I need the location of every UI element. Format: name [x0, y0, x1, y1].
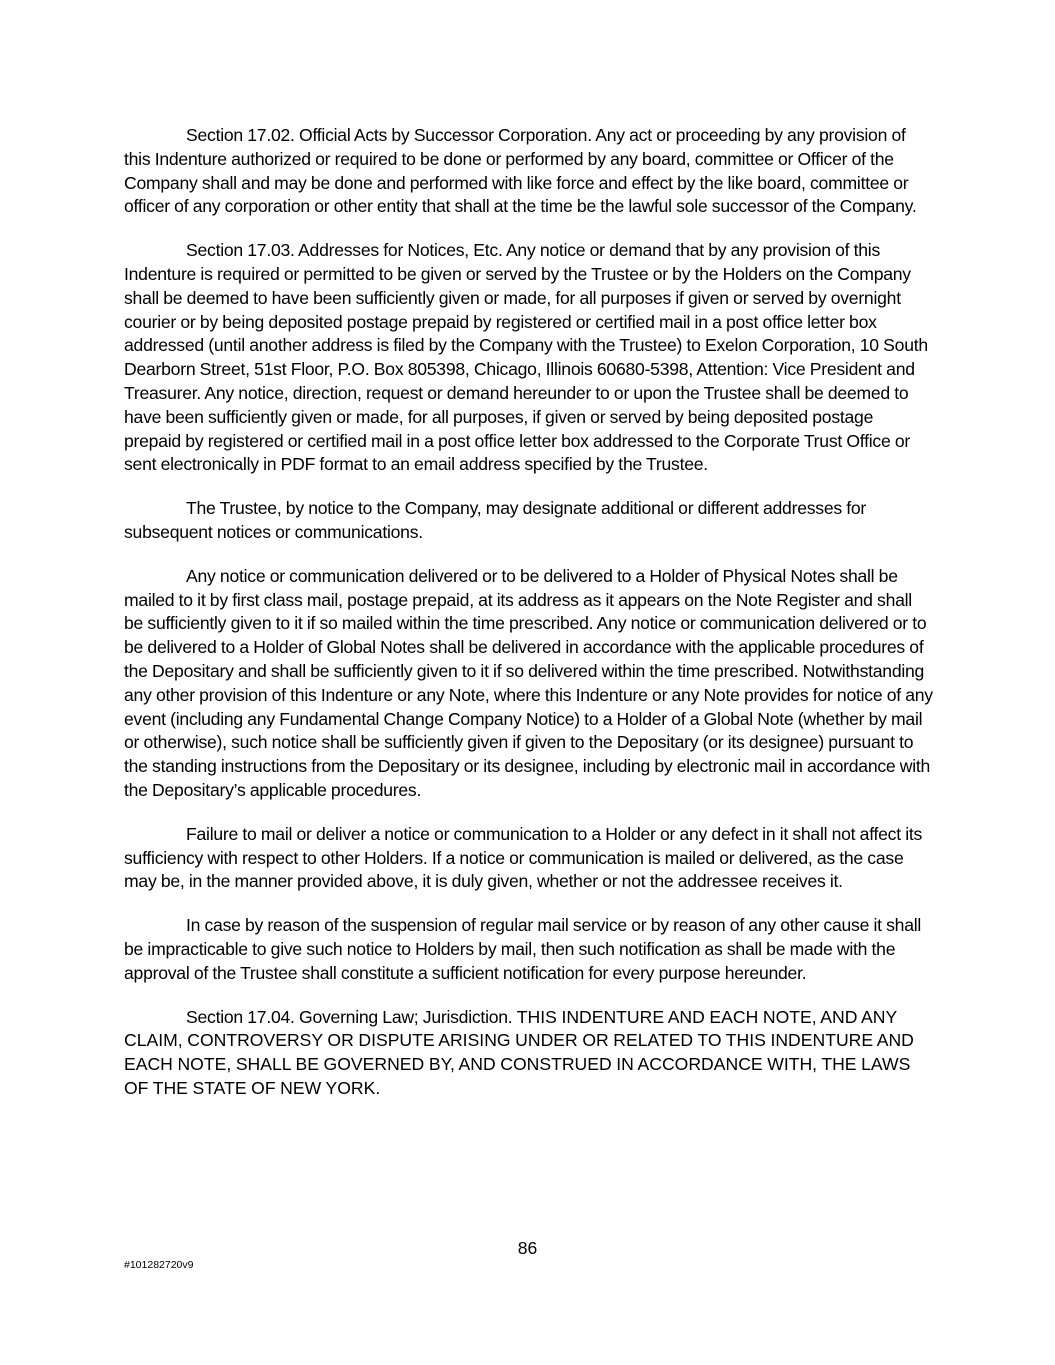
- governing-law-caps-text: THIS INDENTURE AND EACH NOTE, AND ANY CLAIM, CONTROVERSY OR DISPUTE ARISING UNDER OR RELATED TO THIS INDENTURE AND EACH NOTE, SHALL BE GOVERNED BY, AND CONSTRUED IN ACCORDANCE WITH, THE LAWS OF THE STATE OF NEW YORK.: [124, 1006, 914, 1098]
- failure-to-mail-paragraph: Failure to mail or deliver a notice or communication to a Holder or any defect in it shall not affect its sufficiency with respect to other Holders. If a notice or communication is mailed or delivered, as the case may be, in the manner provided above, it is duly given, whether or not the addressee receives it.: [124, 823, 923, 892]
- holder-notice-paragraph: Any notice or communication delivered or to be delivered to a Holder of Physical Notes shall be mailed to it by first class mail, postage prepaid, at its address as it appears on the Note Register and shall be sufficiently given to it if so mailed within the time prescribed. Any notice or communication delivered or to be delivered to a Holder of Global Notes shall be delivered in accordance with the applicable procedures of the Depositary and shall be sufficiently given to it if so delivered within the time prescribed. Notwithstanding any other provision of this Indenture or any Note, where this Indenture or any Note provides for notice of any event (including any Fundamental Change Company Notice) to a Holder of a Global Note (whether by mail or otherwise), such notice shall be sufficiently given if given to the Depositary (or its designee) pursuant to the standing instructions from the Depositary or its designee, including by electronic mail in accordance with the Depositary’s applicable procedures.: [124, 565, 933, 800]
- section-17-02-paragraph: Section 17.02. Official Acts by Successor Corporation. Any act or proceeding by any provision of this Indenture authorized or required to be done or performed by any board, committee or Officer of the Company shall and may be done and performed with like force and effect by the like board, committee or officer of any corporation or other entity that shall at the time be the lawful sole successor of the Company.: [124, 125, 917, 217]
- section-17-04-paragraph: [124, 1006, 934, 1101]
- document-body: [124, 124, 934, 1121]
- mail-suspension-paragraph: In case by reason of the suspension of regular mail service or by reason of any other cause it shall be impracticable to give such notice to Holders by mail, then such notification as shall be made with the approval of the Trustee shall constitute a sufficient notification for every purpose hereunder.: [124, 915, 922, 983]
- section-17-03-paragraph: Section 17.03. Addresses for Notices, Etc. Any notice or demand that by any provision of this Indenture is required or permitted to be given or served by the Trustee or by the Holders on the Company shall be deemed to have been sufficiently given or made, for all purposes if given or served by overnight courier or by being deposited postage prepaid by registered or certified mail in a post office letter box addressed (until another address is filed by the Company with the Trustee) to Exelon Corporation, 10 South Dearborn Street, 51st Floor, P.O. Box 805398, Chicago, Illinois 60680-5398, Attention: Vice President and Treasurer. Any notice, direction, request or demand hereunder to or upon the Trustee shall be deemed to have been sufficiently given or made, for all purposes, if given or served by being deposited postage prepaid by registered or certified mail in a post office letter box addressed to the Corporate Trust Office or sent electronically in PDF format to an email address specified by the Trustee.: [124, 240, 928, 475]
- document-id: #101282720v9: [124, 1259, 194, 1271]
- section-17-04-heading: Section 17.04. Governing Law; Jurisdiction.: [186, 1006, 517, 1027]
- trustee-addresses-paragraph: The Trustee, by notice to the Company, may designate additional or different addresses for subsequent notices or communications.: [124, 498, 867, 542]
- page-number: 86: [517, 1238, 538, 1258]
